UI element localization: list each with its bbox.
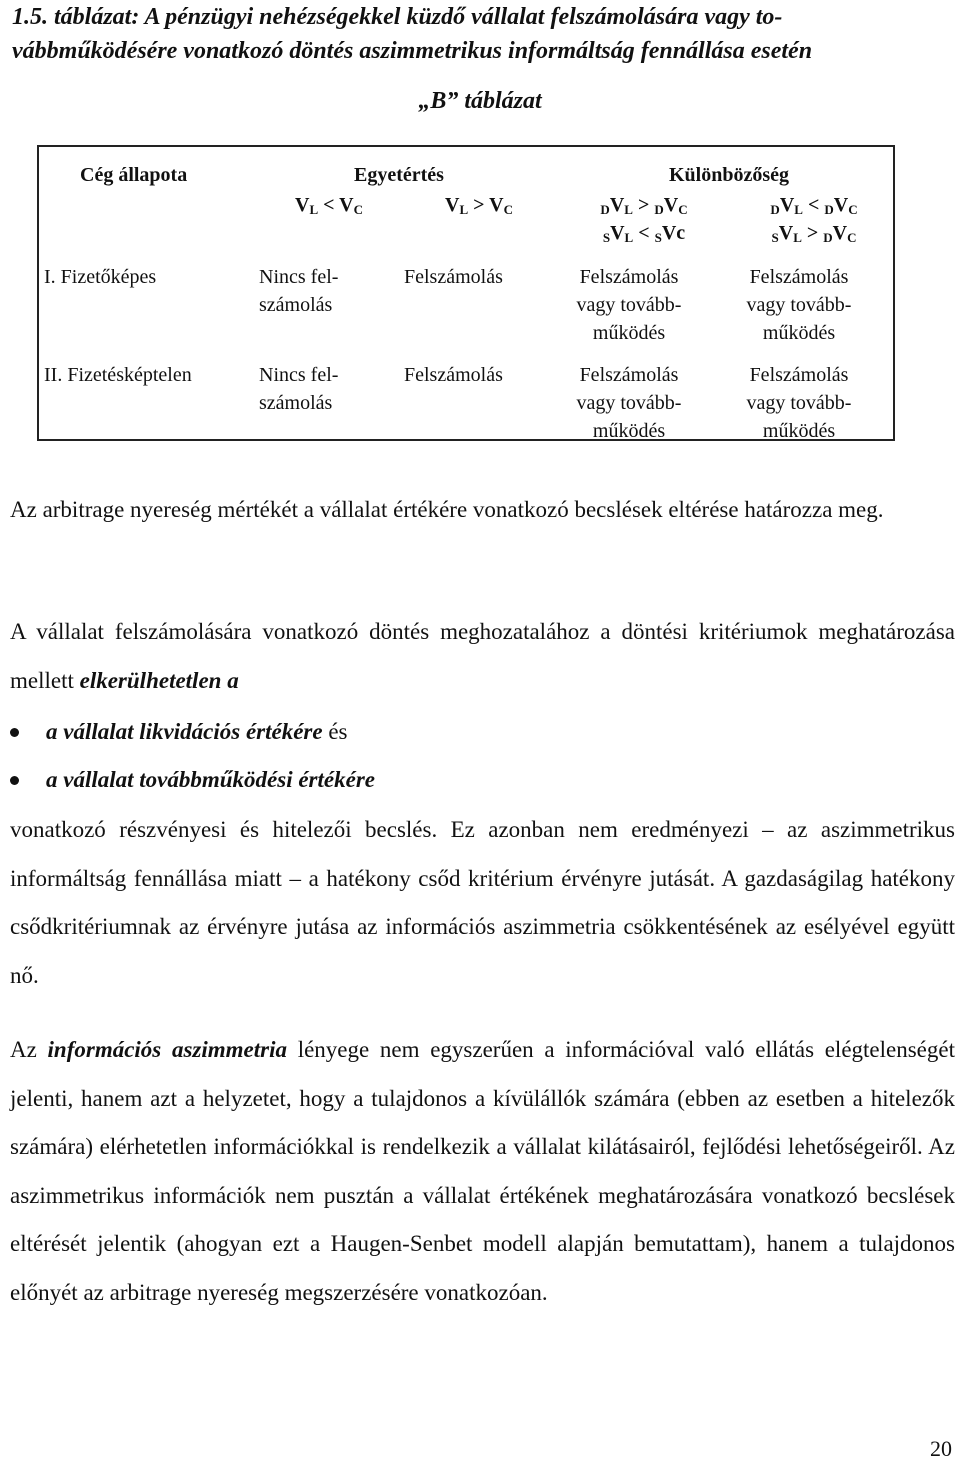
row-1-state: I. Fizetőképes (44, 266, 157, 288)
table-title: „B” táblázat (418, 88, 542, 114)
caption-line-2: vábbműködésére vonatkozó döntés aszimmetrikus informáltság fennállása esetén (12, 38, 813, 64)
bullet-item-liquidation: a vállalat likvidációs értékére és (10, 708, 910, 756)
row-2-agreement-gt: Felszámolás (404, 364, 503, 386)
row-1-difference-b: Felszámolás vagy tovább- működés (746, 266, 852, 344)
condition-svl-gt-dvc: $SV_L > DV_C$ (771, 222, 857, 245)
row-2-difference-b: Felszámolás vagy tovább- működés (746, 364, 852, 442)
paragraph-estimates: vonatkozó részvényesi és hitelezői becslés. Ez azonban nem eredményezi – az aszimmetrikus informáltság fennállása miatt – a hatékony csőd kritérium érvényre jutását. A gazdaságilag hatékony csődkritériumnak az érvényre jutása az információs aszimmetria csökkentésének az esélyével együtt nő. (10, 817, 955, 988)
row-2-state: II. Fizetésképtelen (44, 364, 192, 386)
header-difference: Különbözőség (668, 164, 790, 186)
row-2-agreement-lt: Nincs fel- számolás (259, 364, 339, 414)
row-2-difference-a: Felszámolás vagy tovább- működés (576, 364, 682, 442)
header-company-state: Cég állapota (80, 164, 188, 186)
decision-table (37, 145, 895, 441)
paragraph-information-asymmetry: Az információs aszimmetria lényege nem egyszerűen a információval való ellátás elégtelenségét jelenti, hanem azt a helyzetet, hogy a tulajdonos a kívülállók számára (ebben az esetben a hitelezők számára) elérhetetlen információkkal is rendelkezik a vállalat kilátásairól, fejlődési lehetőségeiről. Az aszimmetrikus információk nem pusztán a vállalat értékének meghatározására vonatkozó becslések eltérését jelentik (ahogyan ezt a Haugen-Senbet modell alapján bemutattam), hanem a tulajdonos előnyét az arbitrage nyereség megszerzésére vonatkozóan. (10, 1037, 955, 1305)
header-agreement: Egyetértés (354, 164, 444, 186)
condition-dvl-gt-dvc: $DV_L > DV_C$ (600, 194, 688, 217)
paragraph-decision: A vállalat felszámolására vonatkozó döntés meghozatalához a döntési kritériumok meghatározása mellett elkerülhetetlen a (10, 619, 955, 693)
condition-svl-lt-svc: $SV_L$ < SVc (602, 222, 686, 245)
bullet-icon (10, 728, 19, 737)
row-1-agreement-lt: Nincs fel- számolás (259, 266, 339, 316)
paragraph-arbitrage: Az arbitrage nyereség mértékét a vállalat értékére vonatkozó becslések eltérése határozza meg. (10, 497, 884, 522)
condition-vl-gt-vc: $V_L > V_C$ (445, 194, 513, 217)
bullet-item-going-concern: a vállalat továbbműködési értékére (10, 756, 910, 804)
page-number: 20 (930, 1436, 952, 1461)
table-caption (12, 0, 952, 68)
caption-line-1: 1.5. táblázat: A pénzügyi nehézségekkel küzdő vállalat felszámolására vagy to- (12, 4, 783, 30)
bullet-icon (10, 776, 19, 785)
condition-vl-lt-vc: $V_L < V_C$ (295, 194, 363, 217)
row-1-agreement-gt: Felszámolás (404, 266, 503, 288)
condition-dvl-lt-dvc: $DV_L < DV_C$ (770, 194, 858, 217)
row-1-difference-a: Felszámolás vagy tovább- működés (576, 266, 682, 344)
